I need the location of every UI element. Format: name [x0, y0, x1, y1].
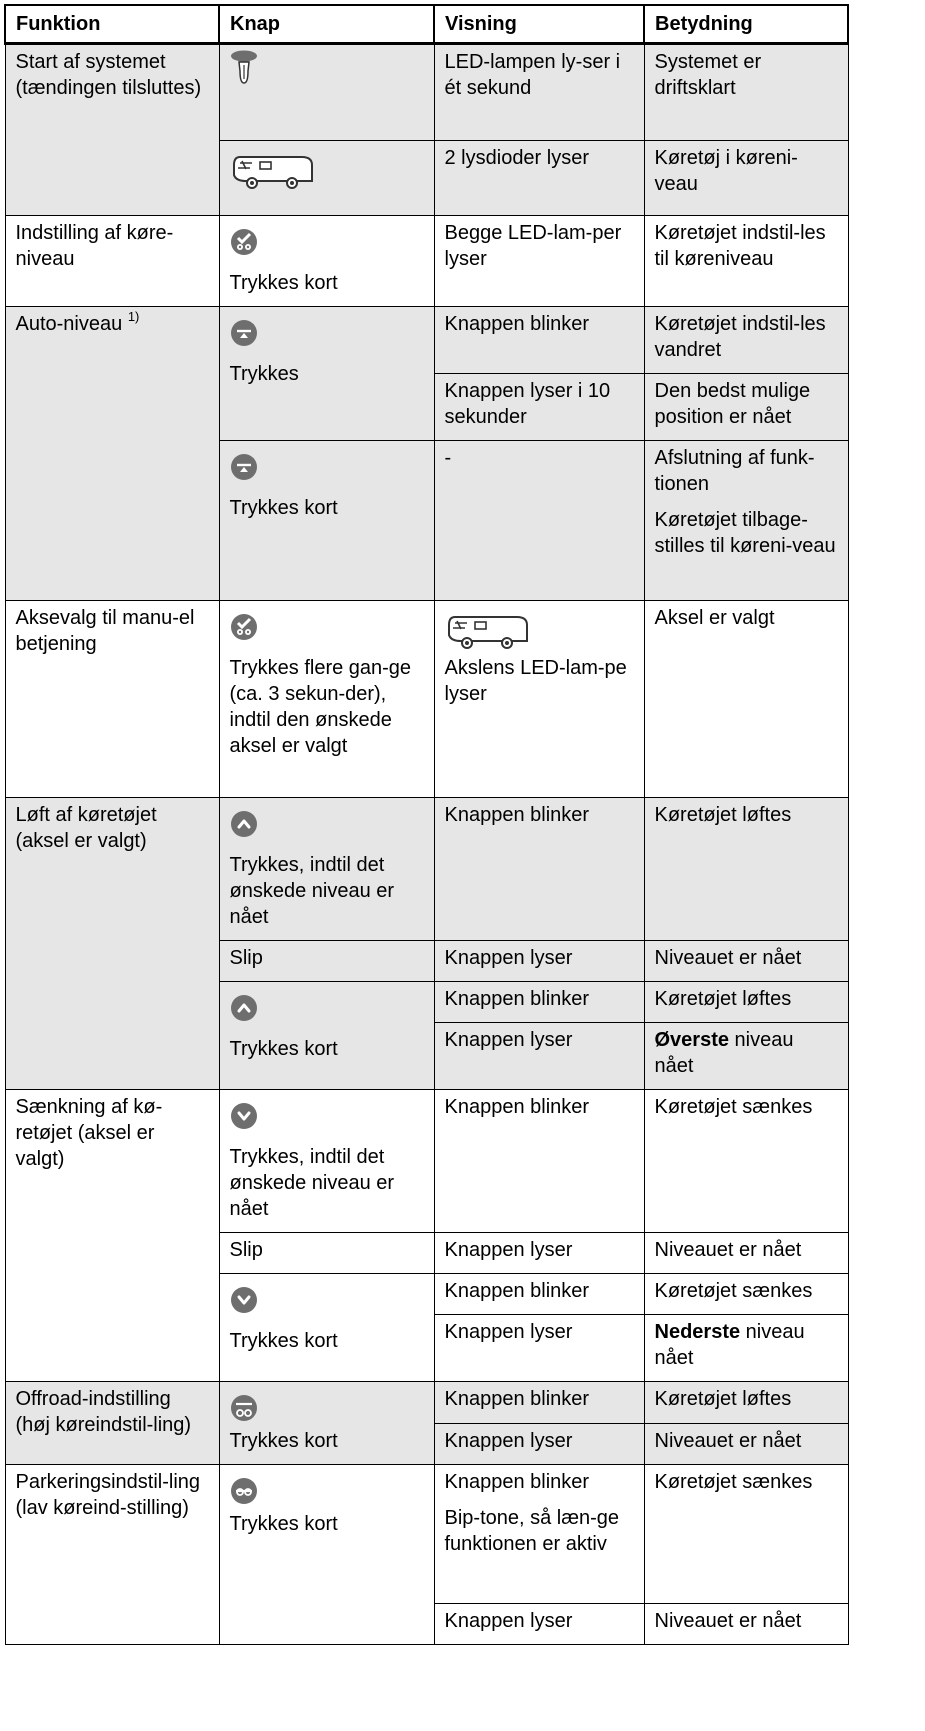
press-label: Trykkes kort: [229, 1330, 338, 1352]
cell-display: Knappen lyser: [434, 1315, 644, 1382]
cell-display: [434, 1465, 644, 1604]
display-label: Akslens LED-lam-pe lyser: [444, 657, 627, 705]
table-row: [5, 1090, 848, 1233]
press-label: Trykkes kort: [229, 1038, 338, 1060]
cell-button: [219, 1274, 434, 1382]
cell-meaning: Køretøjet sænkes: [644, 1465, 848, 1604]
motorhome-icon: [445, 611, 531, 651]
cell-meaning: Niveauet er nået: [644, 1604, 848, 1645]
cell-button: [219, 1090, 434, 1233]
cell-meaning: [644, 1315, 848, 1382]
cell-function-start: Start af systemet (tændingen tilsluttes): [5, 44, 219, 216]
table-row: [5, 1465, 848, 1604]
header-meaning: Betydning: [644, 5, 848, 44]
table-row: [5, 1382, 848, 1424]
offroad-button-icon: [230, 1394, 258, 1422]
cell-meaning: Køretøjet løftes: [644, 1382, 848, 1424]
cell-button: [219, 798, 434, 941]
cell-display: Knappen blinker: [434, 1382, 644, 1424]
table-row: [5, 44, 848, 141]
cell-display: Knappen blinker: [434, 798, 644, 941]
level-button-icon: [230, 319, 258, 347]
function-table: [4, 4, 849, 1645]
press-label: Trykkes, indtil det ønskede niveau er nået: [229, 854, 395, 928]
cell-button: [219, 216, 434, 307]
cell-button: [219, 307, 434, 441]
cell-function-lift: Løft af køretøjet (aksel er valgt): [5, 798, 219, 1090]
header-button: Knap: [219, 5, 434, 44]
cell-meaning: [644, 441, 848, 601]
cell-button: [219, 1382, 434, 1465]
cell-meaning: Niveauet er nået: [644, 1233, 848, 1274]
cell-button: [219, 982, 434, 1090]
parking-button-icon: [230, 1477, 258, 1505]
cell-button: [219, 441, 434, 601]
cell-display: Knappen blinker: [434, 1090, 644, 1233]
table-row: [5, 216, 848, 307]
cell-meaning: Køretøjet sænkes: [644, 1274, 848, 1315]
press-label: Trykkes flere gan-ge (ca. 3 sekun-der), indtil den ønskede aksel er valgt: [229, 657, 412, 757]
cell-function-offroad: Offroad-indstilling (høj køreindstil-ling): [5, 1382, 219, 1465]
table-row: [5, 798, 848, 941]
cell-display: LED-lampen ly-ser i ét sekund: [434, 44, 644, 141]
arrow-down-button-icon: [230, 1286, 258, 1314]
arrow-up-button-icon: [230, 994, 258, 1022]
press-label: Trykkes, indtil det ønskede niveau er nået: [229, 1146, 395, 1220]
motorhome-icon: [230, 151, 316, 191]
cell-meaning: [644, 1023, 848, 1090]
display-line: Knappen blinker: [444, 1471, 590, 1493]
cell-function-drive-level: Indstilling af køre-niveau: [5, 216, 219, 307]
cell-meaning: Køretøj i køreni-veau: [644, 141, 848, 216]
cell-display: Knappen lyser i 10 sekunder: [434, 374, 644, 441]
check-axle-button-icon: [230, 613, 258, 641]
footnote-marker: 1): [127, 309, 140, 324]
cell-display: -: [434, 441, 644, 601]
cell-meaning: Aksel er valgt: [644, 601, 848, 798]
header-display: Visning: [434, 5, 644, 44]
emphasis: Øverste: [654, 1029, 729, 1051]
cell-display: Knappen lyser: [434, 1604, 644, 1645]
meaning-rest: niveau nået: [654, 1321, 805, 1369]
cell-button: [219, 44, 434, 141]
cell-meaning: Den bedst mulige position er nået: [644, 374, 848, 441]
meaning-rest: niveau nået: [654, 1029, 794, 1077]
auto-label: Auto-niveau: [15, 313, 123, 335]
cell-display: Begge LED-lam-per lyser: [434, 216, 644, 307]
press-label: Trykkes kort: [229, 1513, 338, 1535]
cell-display: Knappen lyser: [434, 941, 644, 982]
cell-meaning: Køretøjet sænkes: [644, 1090, 848, 1233]
cell-button: [219, 141, 434, 216]
emphasis: Nederste: [654, 1321, 741, 1343]
display-line: Bip-tone, så læn-ge funktionen er aktiv: [444, 1507, 620, 1555]
cell-function-auto: [5, 307, 219, 601]
cell-meaning: Køretøjet indstil-les til køreniveau: [644, 216, 848, 307]
meaning-line: Afslutning af funk-tionen: [654, 447, 815, 495]
cell-function-lower: Sænkning af kø-retøjet (aksel er valgt): [5, 1090, 219, 1382]
cell-display: Knappen lyser: [434, 1233, 644, 1274]
cell-function-parking: Parkeringsindstil-ling (lav køreind-stilling): [5, 1465, 219, 1645]
cell-meaning: Niveauet er nået: [644, 1423, 848, 1465]
press-label: Trykkes kort: [229, 497, 338, 519]
cell-display: 2 lysdioder lyser: [434, 141, 644, 216]
press-label: Trykkes: [229, 363, 299, 385]
cell-display: Knappen lyser: [434, 1423, 644, 1465]
cell-meaning: Køretøjet indstil-les vandret: [644, 307, 848, 374]
cell-meaning: Systemet er driftsklart: [644, 44, 848, 141]
cell-display: Knappen blinker: [434, 307, 644, 374]
cell-function-axle: Aksevalg til manu-el betjening: [5, 601, 219, 798]
arrow-down-button-icon: [230, 1102, 258, 1130]
cell-display: Knappen blinker: [434, 1274, 644, 1315]
table-row: [5, 601, 848, 798]
cell-button: Slip: [219, 1233, 434, 1274]
arrow-up-button-icon: [230, 810, 258, 838]
cell-meaning: Køretøjet løftes: [644, 982, 848, 1023]
header-function: Funktion: [5, 5, 219, 44]
cell-display: Knappen lyser: [434, 1023, 644, 1090]
cell-display: [434, 601, 644, 798]
cell-button: [219, 601, 434, 798]
level-button-icon: [230, 453, 258, 481]
cell-meaning: Niveauet er nået: [644, 941, 848, 982]
check-axle-button-icon: [230, 228, 258, 256]
cell-display: Knappen blinker: [434, 982, 644, 1023]
cell-button: Slip: [219, 941, 434, 982]
table-row: [5, 307, 848, 374]
press-label: Trykkes kort: [229, 1430, 338, 1452]
meaning-line: Køretøjet tilbage-stilles til køreni-veau: [654, 509, 836, 557]
press-label: Trykkes kort: [229, 272, 338, 294]
cell-meaning: Køretøjet løftes: [644, 798, 848, 941]
ignition-key-icon: [230, 49, 258, 89]
header-row: [5, 5, 848, 44]
cell-button: [219, 1465, 434, 1645]
